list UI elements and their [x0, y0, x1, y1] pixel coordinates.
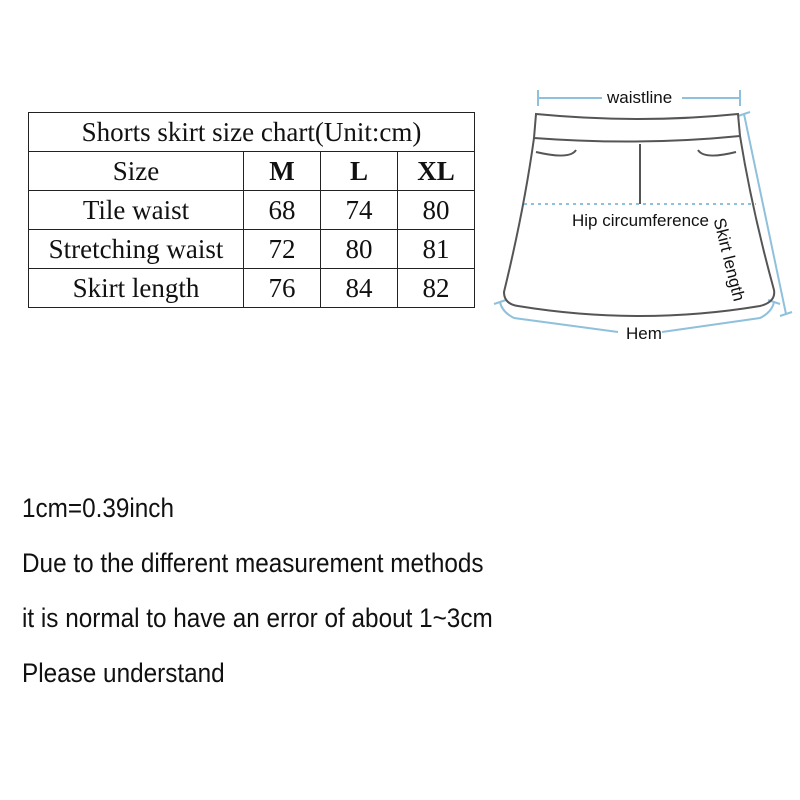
- row-label-skirt-length: Skirt length: [29, 269, 244, 308]
- waistline-label: waistline: [607, 88, 673, 107]
- header-l: L: [321, 152, 398, 191]
- cell-value: 81: [398, 230, 475, 269]
- notes-block: [22, 488, 545, 708]
- header-m: M: [244, 152, 321, 191]
- cell-value: 82: [398, 269, 475, 308]
- table-title-row: [29, 113, 475, 152]
- understand-note: Please understand: [22, 658, 225, 688]
- size-chart-table: [28, 112, 475, 308]
- conversion-note: 1cm=0.39inch: [22, 493, 174, 523]
- table-row: [29, 230, 475, 269]
- error-note: it is normal to have an error of about 1~3cm: [22, 603, 493, 633]
- header-size: Size: [29, 152, 244, 191]
- measurement-note: Due to the different measurement methods: [22, 548, 484, 578]
- row-label-tile-waist: Tile waist: [29, 191, 244, 230]
- skirt-measurement-diagram: [490, 80, 800, 365]
- cell-value: 72: [244, 230, 321, 269]
- hem-label: Hem: [626, 324, 662, 343]
- row-label-stretching-waist: Stretching waist: [29, 230, 244, 269]
- cell-value: 80: [321, 230, 398, 269]
- table-title: Shorts skirt size chart(Unit:cm): [29, 113, 475, 152]
- table-row: [29, 191, 475, 230]
- cell-value: 76: [244, 269, 321, 308]
- table-row: [29, 269, 475, 308]
- cell-value: 68: [244, 191, 321, 230]
- cell-value: 84: [321, 269, 398, 308]
- header-xl: XL: [398, 152, 475, 191]
- skirt-length-label: Skirt length: [709, 216, 749, 304]
- hip-circumference-label: Hip circumference: [572, 211, 709, 230]
- cell-value: 80: [398, 191, 475, 230]
- cell-value: 74: [321, 191, 398, 230]
- table-header-row: [29, 152, 475, 191]
